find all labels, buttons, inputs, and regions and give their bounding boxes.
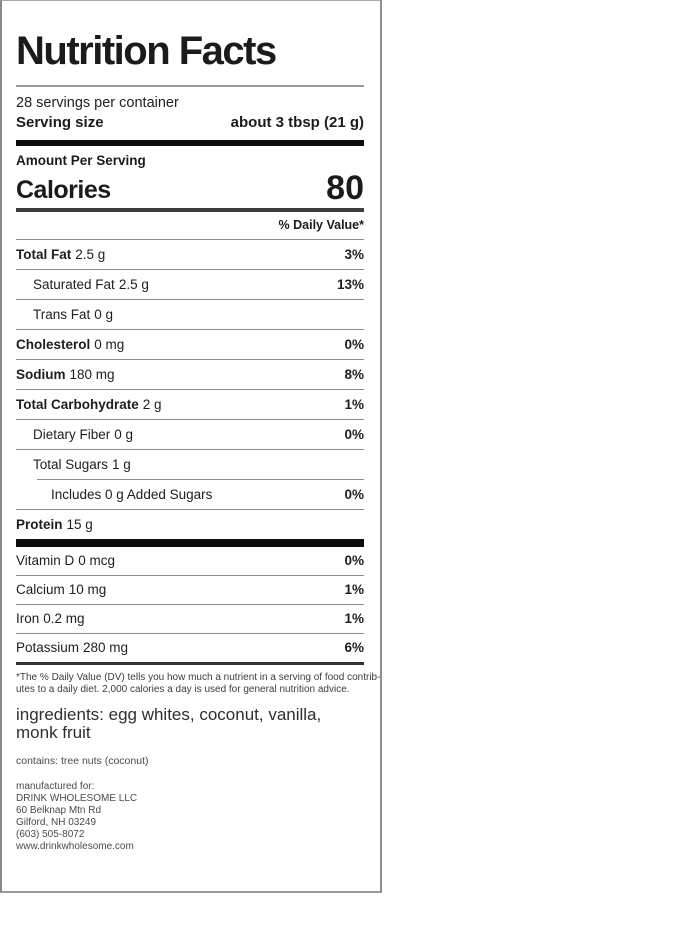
nutrient-row-total-fat (16, 240, 364, 269)
nutrient-amount: 2.5 g (75, 246, 106, 262)
nutrient-amount: 1 g (112, 456, 131, 472)
nutrient-row-total-sugars (16, 450, 364, 479)
nutrient-name: Total Fat (16, 246, 72, 262)
serving-size-row (16, 113, 364, 133)
nutrient-name: Includes 0 g Added Sugars (51, 486, 213, 502)
nutrient-row-cholesterol (16, 330, 364, 359)
vitamin-row-iron (16, 605, 364, 633)
footnote-line: *The % Daily Value (DV) tells you how much a nutrient in a serving of food contrib- (16, 671, 381, 683)
vitamin-dv: 1% (344, 611, 364, 627)
footnote-line: utes to a daily diet. 2,000 calories a day is used for general nutrition advice. (16, 684, 350, 696)
daily-value-header: % Daily Value* (278, 218, 364, 233)
vitamin-row-vitamin-d (16, 547, 364, 575)
nutrient-name: Saturated Fat (33, 276, 115, 292)
vitamin-name: Potassium (16, 640, 80, 656)
nutrient-row-trans-fat (16, 300, 364, 329)
nutrient-dv: 3% (344, 246, 364, 262)
manufacturer-line: www.drinkwholesome.com (16, 840, 134, 852)
amount-per-serving: Amount Per Serving (16, 153, 146, 168)
servings-per-container: 28 servings per container (16, 95, 179, 111)
nutrient-name: Cholesterol (16, 336, 91, 352)
manufacturer-line: manufactured for: (16, 780, 95, 792)
nutrient-row-added-sugars (16, 480, 364, 509)
label-title: Nutrition Facts (16, 29, 276, 73)
ingredients-list (16, 706, 364, 743)
calories-label: Calories (16, 175, 111, 204)
nutrient-name: Protein (16, 516, 63, 532)
vitamin-row-calcium (16, 576, 364, 604)
nutrient-dv: 1% (344, 396, 364, 412)
vitamin-amount: 10 mg (68, 582, 107, 598)
allergen-statement: contains: tree nuts (coconut) (16, 754, 149, 767)
nutrient-amount: 180 mg (69, 366, 115, 382)
nutrient-row-dietary-fiber (16, 420, 364, 449)
nutrient-row-protein (16, 510, 364, 539)
nutrient-dv: 8% (344, 366, 364, 382)
vitamin-name: Iron (16, 611, 40, 627)
vitamin-amount: 280 mg (83, 640, 129, 656)
ingredients-line: monk fruit (16, 723, 91, 743)
serving-size-value: about 3 tbsp (21 g) (230, 114, 364, 131)
calories-row (16, 169, 364, 207)
nutrient-name: Sodium (16, 366, 66, 382)
manufacturer-line: Gilford, NH 03249 (16, 816, 97, 828)
manufacturer-info (16, 781, 364, 853)
divider (16, 539, 364, 547)
divider (16, 140, 364, 146)
vitamin-amount: 0 mcg (78, 553, 116, 569)
nutrient-amount: 0 g (114, 426, 134, 442)
nutrient-amount: 0 g (94, 306, 114, 322)
nutrient-name: Total Carbohydrate (16, 396, 139, 412)
nutrient-dv: 13% (336, 276, 364, 292)
nutrient-name: Dietary Fiber (33, 426, 111, 442)
calories-value: 80 (326, 169, 364, 207)
nutrient-row-sodium (16, 360, 364, 389)
label-content (2, 29, 380, 853)
manufacturer-line: (603) 505-8072 (16, 828, 85, 840)
nutrient-name: Trans Fat (33, 306, 91, 322)
nutrient-amount: 2 g (142, 396, 162, 412)
nutrient-row-saturated-fat (16, 270, 364, 299)
divider (16, 85, 364, 87)
nutrient-dv: 0% (344, 426, 364, 442)
daily-value-footnote (16, 671, 381, 697)
vitamin-amount: 0.2 mg (43, 611, 85, 627)
divider (16, 662, 364, 665)
vitamin-dv: 0% (344, 553, 364, 569)
nutrient-row-total-carbohydrate (16, 390, 364, 419)
vitamin-dv: 1% (344, 582, 364, 598)
vitamin-dv: 6% (344, 640, 364, 656)
serving-size-label: Serving size (16, 114, 104, 131)
nutrient-amount: 2.5 g (118, 276, 149, 292)
vitamin-name: Vitamin D (16, 553, 75, 569)
nutrient-amount: 0 mg (94, 336, 125, 352)
nutrient-name: Total Sugars (33, 456, 109, 472)
manufacturer-line: 60 Belknap Mtn Rd (16, 804, 102, 816)
manufacturer-line: DRINK WHOLESOME LLC (16, 792, 138, 804)
nutrient-dv: 0% (344, 336, 364, 352)
vitamin-row-potassium (16, 634, 364, 662)
vitamin-name: Calcium (16, 582, 65, 598)
nutrient-dv: 0% (344, 486, 364, 502)
ingredients-line: ingredients: egg whites, coconut, vanilla, (16, 704, 322, 724)
nutrient-amount: 15 g (66, 516, 93, 532)
